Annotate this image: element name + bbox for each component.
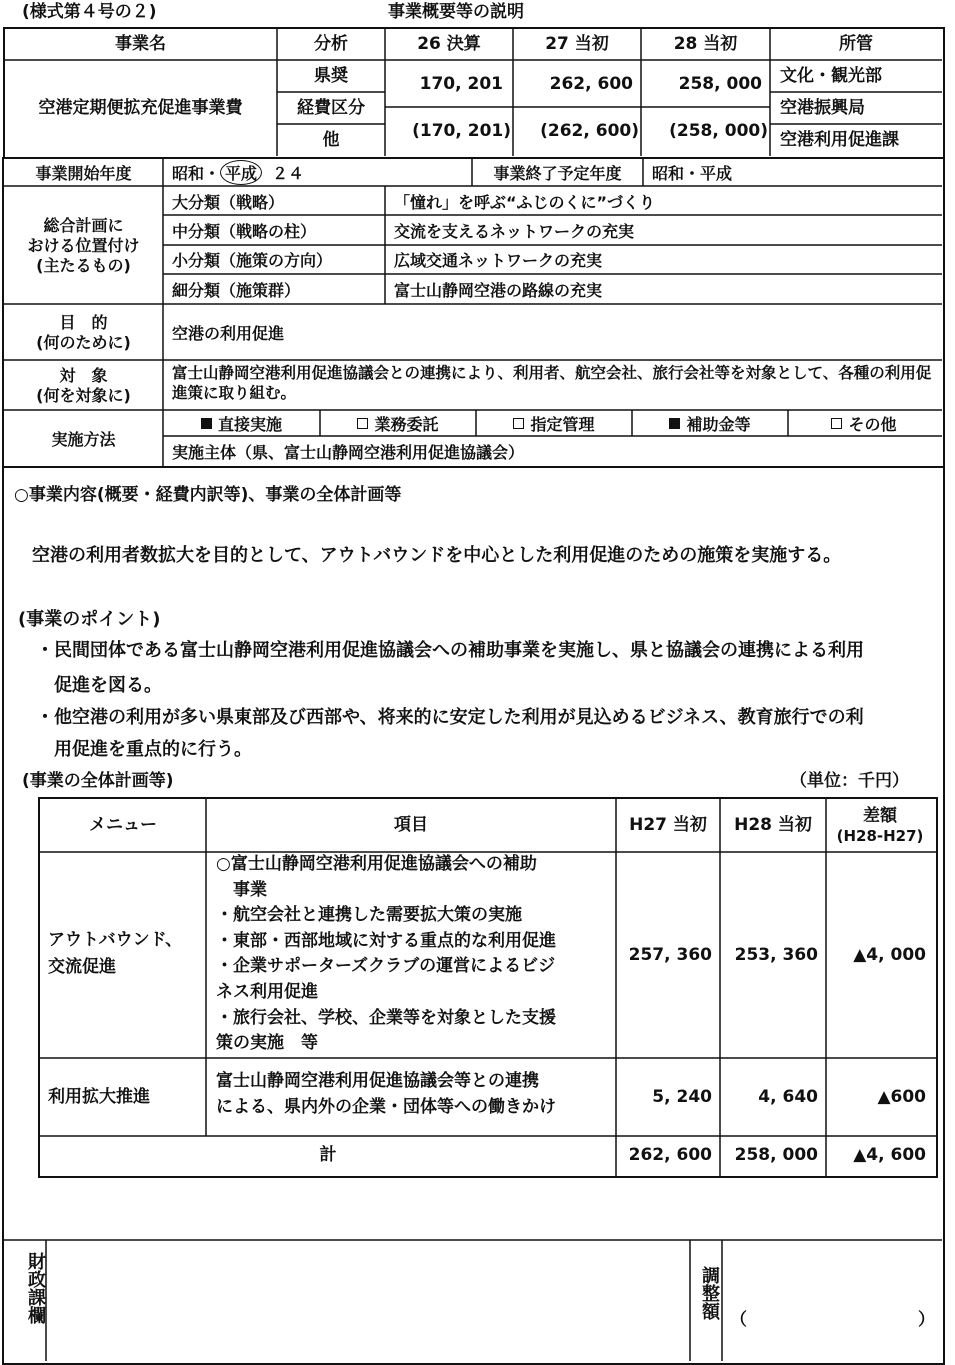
col-analysis-header: 分析 [314, 34, 348, 55]
adjustment-amount-field[interactable] [750, 1300, 915, 1340]
bureau-name: 空港振興局 [780, 97, 865, 118]
era-showa: 昭和・ [172, 164, 221, 183]
end-year-label: 事業終了予定年度 [493, 164, 622, 183]
col-project-header: 事業名 [115, 34, 166, 55]
col-fy27-header: 27 当初 [545, 34, 609, 55]
plan-value-large: 「憧れ」を呼ぶ“ふじのくに”づくり [394, 192, 656, 212]
document-title: 事業概要等の説明 [388, 2, 524, 22]
start-year-value [172, 159, 462, 186]
table-header-h27: H27 当初 [629, 815, 707, 836]
method-option-other[interactable]: その他 [788, 410, 940, 436]
adjustment-close-paren: ） [918, 1309, 935, 1330]
table-header-diff-formula: (H28-H27) [836, 826, 924, 845]
table-header-item: 項目 [394, 815, 428, 836]
era-heisei-circled: 平成 [220, 160, 262, 185]
total-h28: 258, 000 [734, 1144, 818, 1165]
method-option-subsidy[interactable]: 補助金等 [632, 410, 788, 436]
plan-key-detail: 細分類（施策群） [172, 280, 301, 300]
target-value: 富士山静岡空港利用促進協議会との連携により、利用者、航空会社、旅行会社等を対象として、各種の利用促進策に取り組む。 [172, 364, 932, 403]
points-heading: (事業のポイント) [18, 609, 161, 630]
checkbox-other[interactable] [831, 418, 842, 429]
row1-item: ・旅行会社、学校、企業等を対象とした支援 [216, 1007, 556, 1028]
row1-h28: 253, 360 [734, 944, 818, 965]
row1-item: ○富士山静岡空港利用促進協議会への補助 [216, 854, 537, 874]
finance-section-label: 財政課欄 [25, 1252, 46, 1324]
fy27-other-value: (262, 600) [540, 121, 639, 142]
row1-item: 策の実施 等 [216, 1033, 318, 1054]
checkbox-direct[interactable] [201, 418, 212, 429]
method-option-designated[interactable]: 指定管理 [476, 410, 632, 436]
method-entity: 実施主体（県、富士山静岡空港利用促進協議会） [172, 443, 525, 462]
row2-h27: 5, 240 [652, 1086, 712, 1107]
content-summary: 空港の利用者数拡大を目的として、アウトバウンドを中心とした利用促進のための施策を実施する。 [32, 545, 842, 566]
adjustment-open-paren: （ [730, 1309, 747, 1330]
fy26-other-value: (170, 201) [412, 121, 511, 142]
point1-line1: ・民間団体である富士山静岡空港利用促進協議会への補助事業を実施し、県と協議会の連携による利用 [36, 640, 864, 661]
table-header-menu: メニュー [89, 815, 157, 836]
row1-item: 事業 [216, 879, 267, 900]
method-label: 実施方法 [51, 430, 116, 449]
plan-value-small: 広域交通ネットワークの充実 [394, 251, 603, 270]
plan-key-large: 大分類（戦略） [172, 192, 285, 212]
row2-item: 富士山静岡空港利用促進協議会等との連携 による、県内外の企業・団体等への働きかけ [216, 1071, 556, 1117]
col-fy28-header: 28 当初 [673, 34, 738, 55]
unit-label: （単位：千円） [790, 771, 909, 791]
fy28-main-value: 258, 000 [678, 73, 762, 94]
analysis-row3: 他 [322, 129, 340, 150]
col-fy26-header: 26 決算 [417, 34, 481, 55]
row1-diff: ▲4, 000 [853, 944, 926, 965]
point2-line2: 用促進を重点的に行う。 [54, 739, 252, 760]
form-number: (様式第４号の２) [22, 2, 157, 22]
content-heading: ○事業内容(概要・経費内訳等)、事業の全体計画等 [14, 485, 402, 505]
row1-item: ・航空会社と連携した需要拡大策の実施 [216, 905, 522, 926]
table-header-diff [826, 799, 934, 852]
checkbox-subsidy[interactable] [669, 418, 680, 429]
target-label: 対 象 (何を対象に) [36, 366, 131, 405]
purpose-value: 空港の利用促進 [172, 324, 285, 343]
table-header-h28: H28 当初 [734, 815, 812, 836]
method-option-outsource[interactable]: 業務委託 [320, 410, 476, 436]
point2-line1: ・他空港の利用が多い県東部及び西部や、将来的に安定した利用が見込めるビジネス、教育旅行での利 [36, 707, 864, 728]
analysis-row1: 県奨 [314, 66, 348, 87]
finance-section-field[interactable] [48, 1242, 688, 1359]
total-h27: 262, 600 [628, 1144, 712, 1165]
purpose-label: 目 的 (何のために) [36, 312, 131, 352]
start-year-number: ２４ [272, 164, 305, 183]
row1-h27: 257, 360 [628, 944, 712, 965]
row2-h28: 4, 640 [758, 1086, 818, 1107]
plan-heading: (事業の全体計画等) [22, 771, 174, 791]
row1-menu: アウトバウンド、 交流促進 [48, 930, 183, 978]
col-dept-header: 所管 [839, 34, 873, 55]
table-header-diff-title: 差額 [863, 805, 897, 826]
total-label: 計 [319, 1144, 337, 1165]
start-year-label: 事業開始年度 [35, 164, 132, 183]
plan-label: 総合計画に おける位置付け (主たるもの) [27, 215, 140, 275]
point1-line2: 促進を図る。 [54, 675, 162, 696]
row2-menu: 利用拡大推進 [48, 1086, 150, 1107]
row1-item: ・企業サポーターズクラブの運営によるビジ [216, 956, 556, 977]
row1-item: ・東部・西部地域に対する重点的な利用促進 [216, 930, 556, 951]
plan-value-middle: 交流を支えるネットワークの充実 [394, 221, 635, 241]
fy26-main-value: 170, 201 [419, 73, 503, 94]
analysis-row2: 経費区分 [297, 97, 365, 118]
fy27-main-value: 262, 600 [549, 73, 633, 94]
plan-value-detail: 富士山静岡空港の路線の充実 [394, 280, 603, 300]
row1-items [216, 852, 614, 1057]
method-option-direct[interactable]: 直接実施 [163, 410, 320, 436]
total-diff: ▲4, 600 [853, 1144, 926, 1165]
end-year-value: 昭和・平成 [652, 164, 733, 183]
checkbox-designated[interactable] [513, 418, 524, 429]
section-name: 空港利用促進課 [780, 129, 899, 150]
plan-key-small: 小分類（施策の方向） [172, 251, 333, 270]
dept-name: 文化・観光部 [780, 66, 882, 87]
fy28-other-value: (258, 000) [669, 121, 768, 142]
project-name: 空港定期便拡充促進事業費 [38, 98, 243, 119]
row2-diff: ▲600 [877, 1086, 926, 1107]
plan-key-middle: 中分類（戦略の柱） [172, 221, 317, 241]
adjustment-label: 調整額 [699, 1266, 720, 1320]
row1-item: ネス利用促進 [216, 981, 318, 1002]
checkbox-outsource[interactable] [357, 418, 368, 429]
